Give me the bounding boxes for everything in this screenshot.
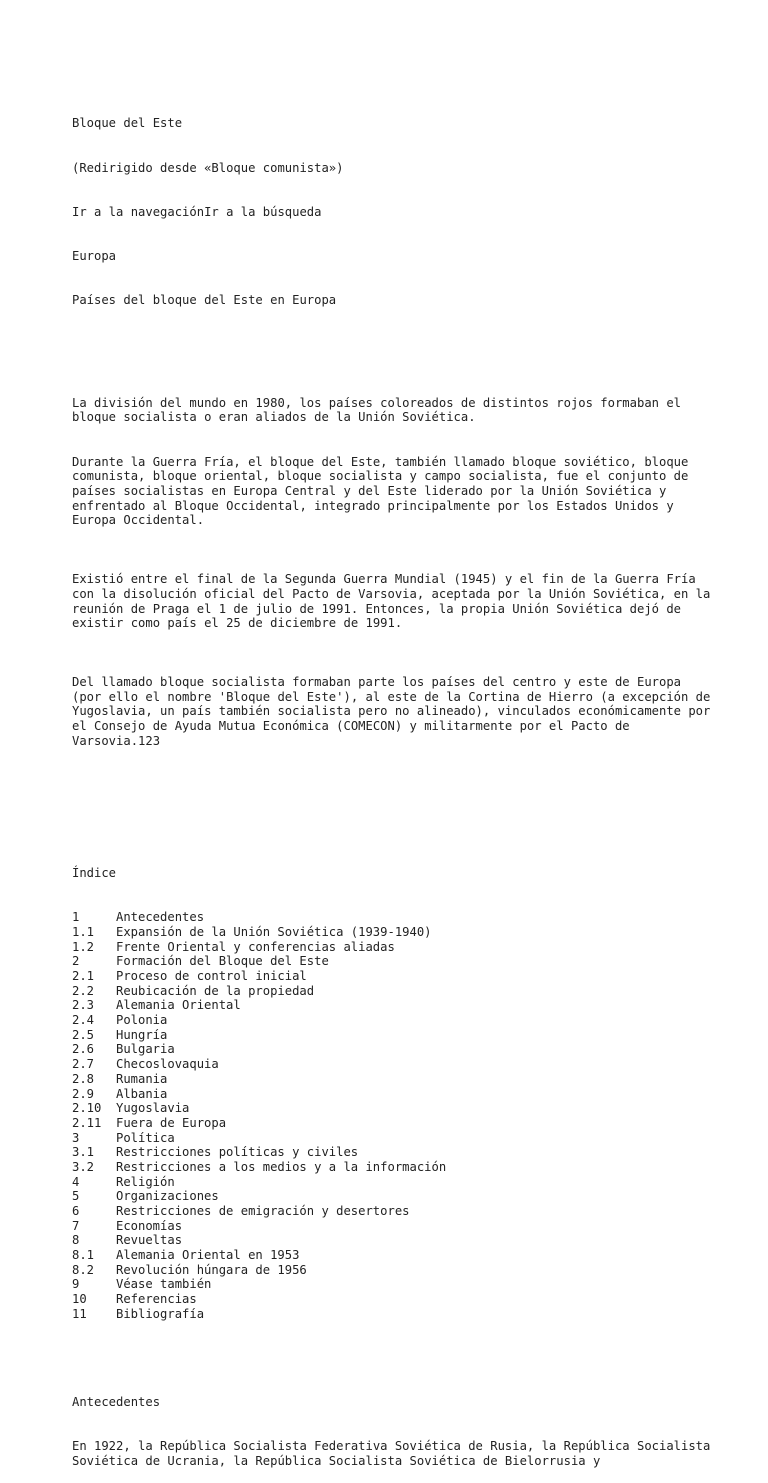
toc-item-title[interactable]: Referencias [116,1292,197,1307]
toc-item-number: 11 [72,1306,87,1321]
toc-item-number: 2.6 [72,1042,95,1057]
redirect-note: (Redirigido desde «Bloque comunista») [72,160,344,175]
toc-item-title[interactable]: Checoslovaquia [116,1057,219,1072]
toc-item-title[interactable]: Frente Oriental y conferencias aliadas [116,939,395,954]
toc-item-number: 2 [72,954,80,969]
toc-item[interactable] [72,1307,712,1322]
toc-item-number: 2.9 [72,1086,95,1101]
toc-item[interactable] [72,1248,712,1263]
toc-item-title[interactable]: Revueltas [116,1233,183,1248]
spacer [72,337,712,352]
toc-item-title[interactable]: Polonia [116,1013,168,1028]
toc-item[interactable] [72,1189,712,1204]
world-map-caption: La división del mundo en 1980, los países coloreados de distintos rojos formaban el bloque socialista o eran aliados de la Unión Soviética. [72,395,689,425]
toc-item[interactable] [72,1292,712,1307]
toc-item[interactable] [72,984,712,999]
toc-item-title[interactable]: Religión [116,1174,175,1189]
toc-item-number: 2.11 [72,1115,102,1130]
toc-item-number: 1.1 [72,924,95,939]
toc-item[interactable] [72,1042,712,1057]
toc-item[interactable] [72,1233,712,1248]
toc-item-number: 2.5 [72,1027,95,1042]
toc-item-title[interactable]: Revolución húngara de 1956 [116,1262,307,1277]
toc-item-number: 5 [72,1189,80,1204]
toc-item-title[interactable]: Fuera de Europa [116,1115,227,1130]
toc-item[interactable] [72,1219,712,1234]
toc-item[interactable] [72,940,712,955]
toc-item-title[interactable]: Antecedentes [116,910,205,925]
map-caption: Países del bloque del Este en Europa [72,292,337,307]
toc-item[interactable] [72,1087,712,1102]
toc-item-number: 2.8 [72,1071,95,1086]
toc-item-number: 8.2 [72,1262,95,1277]
toc-item-title[interactable]: Alemania Oriental [116,998,241,1013]
toc-item[interactable] [72,1028,712,1043]
toc-item-title[interactable]: Restricciones a los medios y a la información [116,1159,447,1174]
toc-item-title[interactable]: Alemania Oriental en 1953 [116,1248,300,1263]
toc-item-title[interactable]: Formación del Bloque del Este [116,954,329,969]
toc-item-title[interactable]: Yugoslavia [116,1101,190,1116]
toc-item-number: 8.1 [72,1248,95,1263]
toc-item[interactable] [72,1101,712,1116]
toc-item-number: 3.1 [72,1145,95,1160]
toc-item-number: 8 [72,1233,80,1248]
toc-item-title[interactable]: Rumania [116,1071,168,1086]
toc-item-number: 3.2 [72,1159,95,1174]
toc-item-title[interactable]: Reubicación de la propiedad [116,983,315,998]
category-label: Europa [72,248,117,263]
toc-item[interactable] [72,1116,712,1131]
history-paragraph: Existió entre el final de la Segunda Guerra Mundial (1945) y el fin de la Guerra Fría con la disolución oficial del Pacto de Varsovia, aceptada por la Unión Soviética, en la reunión de Praga el 1 de julio de 1991. Entonces, la propia Unión Soviética dejó de existir como país el 25 de diciembre de 1991. [72,572,718,631]
toc-item-title[interactable]: Restricciones políticas y civiles [116,1145,359,1160]
toc-item[interactable] [72,1175,712,1190]
members-paragraph: Del llamado bloque socialista formaban parte los países del centro y este de Europa (por ello el nombre 'Bloque del Este'), al este de la Cortina de Hierro (a excepción de Yugoslavia, un país también socialista pero no alineado), vinculados económicamente por el Consejo de Ayuda Mutua Económica (COMECON) y militarmente por el Pacto de Varsovia.123 [72,675,718,748]
toc-item-title[interactable]: Proceso de control inicial [116,969,307,984]
page-title: Bloque del Este [72,116,183,131]
intro-paragraph: Durante la Guerra Fría, el bloque del Este, también llamado bloque soviético, bloque comunista, bloque oriental, bloque socialista y campo socialista, fue el conjunto de países socialistas en Europa Central y del Este liderado por la Unión Soviética y enfrentado al Bloque Occidental, integrado principalmente por los Estados Unidos y Europa Occidental. [72,454,696,528]
toc-item[interactable] [72,998,712,1013]
toc-item-title[interactable]: Restricciones de emigración y desertores [116,1204,410,1219]
toc-item-number: 2.3 [72,998,95,1013]
toc-item-number: 6 [72,1204,80,1219]
toc-item-number: 9 [72,1277,80,1292]
toc-item-number: 2.10 [72,1101,102,1116]
toc-list [72,910,712,1321]
toc-item-number: 2.2 [72,983,95,998]
toc-item-title[interactable]: Economías [116,1218,183,1233]
table-of-contents [72,837,712,1351]
section-text: En 1922, la República Socialista Federativa Soviética de Rusia, la República Socialista Soviética de Ucrania, la República Socialista Soviética de Bielorrusia y [72,1439,718,1468]
toc-item[interactable] [72,1145,712,1160]
toc-item-number: 4 [72,1174,80,1189]
toc-item-title[interactable]: Expansión de la Unión Soviética (1939-1940) [116,924,432,939]
toc-item-title[interactable]: Véase también [116,1277,212,1292]
toc-heading: Índice [72,866,117,881]
toc-item-title[interactable]: Hungría [116,1027,168,1042]
toc-item-number: 3 [72,1130,80,1145]
toc-item[interactable] [72,1160,712,1175]
toc-item-title[interactable]: Política [116,1130,175,1145]
document-page [72,87,718,1483]
toc-item[interactable] [72,1072,712,1087]
navigation-links[interactable]: Ir a la navegaciónIr a la búsqueda [72,204,322,219]
toc-item[interactable] [72,954,712,969]
toc-item[interactable] [72,1131,712,1146]
toc-item-number: 10 [72,1292,87,1307]
toc-item-number: 1 [72,910,80,925]
toc-item-title[interactable]: Organizaciones [116,1189,219,1204]
toc-item[interactable] [72,1204,712,1219]
toc-item-title[interactable]: Albania [116,1086,168,1101]
toc-item[interactable] [72,910,712,925]
toc-item[interactable] [72,1263,712,1278]
toc-item-number: 7 [72,1218,80,1233]
toc-item-number: 2.7 [72,1057,95,1072]
toc-item[interactable] [72,1013,712,1028]
toc-item[interactable] [72,1277,712,1292]
toc-item[interactable] [72,925,712,940]
toc-item-number: 1.2 [72,939,95,954]
toc-item-number: 2.1 [72,969,95,984]
toc-item-number: 2.4 [72,1013,95,1028]
toc-item[interactable] [72,1057,712,1072]
section-heading: Antecedentes [72,1395,161,1410]
toc-item-title[interactable]: Bulgaria [116,1042,175,1057]
toc-item-title[interactable]: Bibliografía [116,1306,205,1321]
toc-item[interactable] [72,969,712,984]
